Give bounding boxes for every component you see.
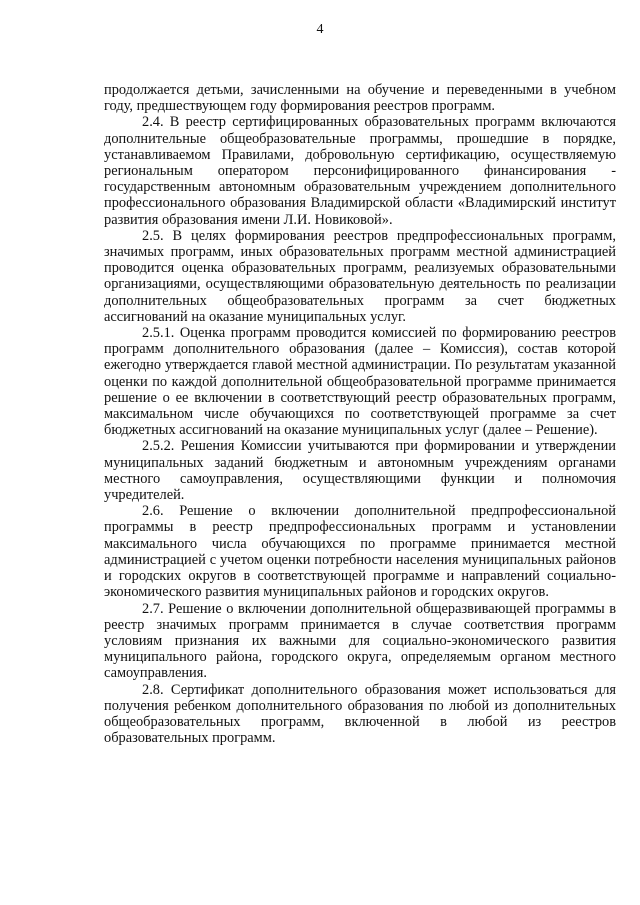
paragraph-2-7: 2.7. Решение о включении дополнительной общеразвивающей программы в реестр значимых программ принимается в случае соответствия программ условиям признания их важными для социально-экономического развития муниципального района, городского округа, определяемым органом местного самоуправления. (104, 600, 616, 682)
paragraph-2-8: 2.8. Сертификат дополнительного образования может использоваться для получения ребенком дополнительного образования по любой из дополнительных общеобразовательных программ, включенной в любой из реестров образовательных программ. (104, 681, 616, 747)
paragraph-continuation: продолжается детьми, зачисленными на обучение и переведенными в учебном году, предшествующем году формирования реестров программ. (104, 82, 616, 115)
paragraph-2-5-1: 2.5.1. Оценка программ проводится комиссией по формированию реестров программ дополнительного образования (далее – Комиссия), состав которой ежегодно утверждается главой местной администрации. По результатам указанной оценки по каждой дополнительной общеобразовательной программе принимается решение о ее включении в соответствующий реестр образовательных программ, максимальном числе обучающихся по соответствующей программе за счет бюджетных ассигнований на оказание муниципальных услуг (далее – Решение). (104, 325, 616, 439)
paragraph-2-4: 2.4. В реестр сертифицированных образовательных программ включаются дополнительные общеобразовательные программы, прошедшие в порядке, устанавливаемом Правилами, добровольную сертификацию, осуществляемую региональным оператором персонифицированного финансирования - государственным автономным образовательным учреждением дополнительного профессионального образования Владимирской области «Владимирский институт развития образования имени Л.И. Новиковой». (104, 114, 616, 228)
paragraph-2-5-2: 2.5.2. Решения Комиссии учитываются при формировании и утверждении муниципальных заданий бюджетным и автономным учреждениям органами местного самоуправления, осуществляющими функции и полномочия учредителей. (104, 438, 616, 504)
paragraph-2-5: 2.5. В целях формирования реестров предпрофессиональных программ, значимых программ, иных образовательных программ местной администрацией проводится оценка образовательных программ, реализуемых образовательными организациями, осуществляющими образовательную деятельность по реализации дополнительных общеобразовательных программ за счет бюджетных ассигнований на оказание муниципальных услуг. (104, 227, 616, 325)
page-number: 4 (316, 22, 324, 37)
document-body (104, 82, 616, 746)
paragraph-2-6: 2.6. Решение о включении дополнительной предпрофессиональной программы в реестр предпрофессиональных программ и установлении максимального числа обучающихся по программе принимается местной администрацией с учетом оценки потребности населения муниципальных районов и городских округов в соответствующей программе и направлений социально-экономического развития муниципальных районов и городских округов. (104, 503, 616, 601)
